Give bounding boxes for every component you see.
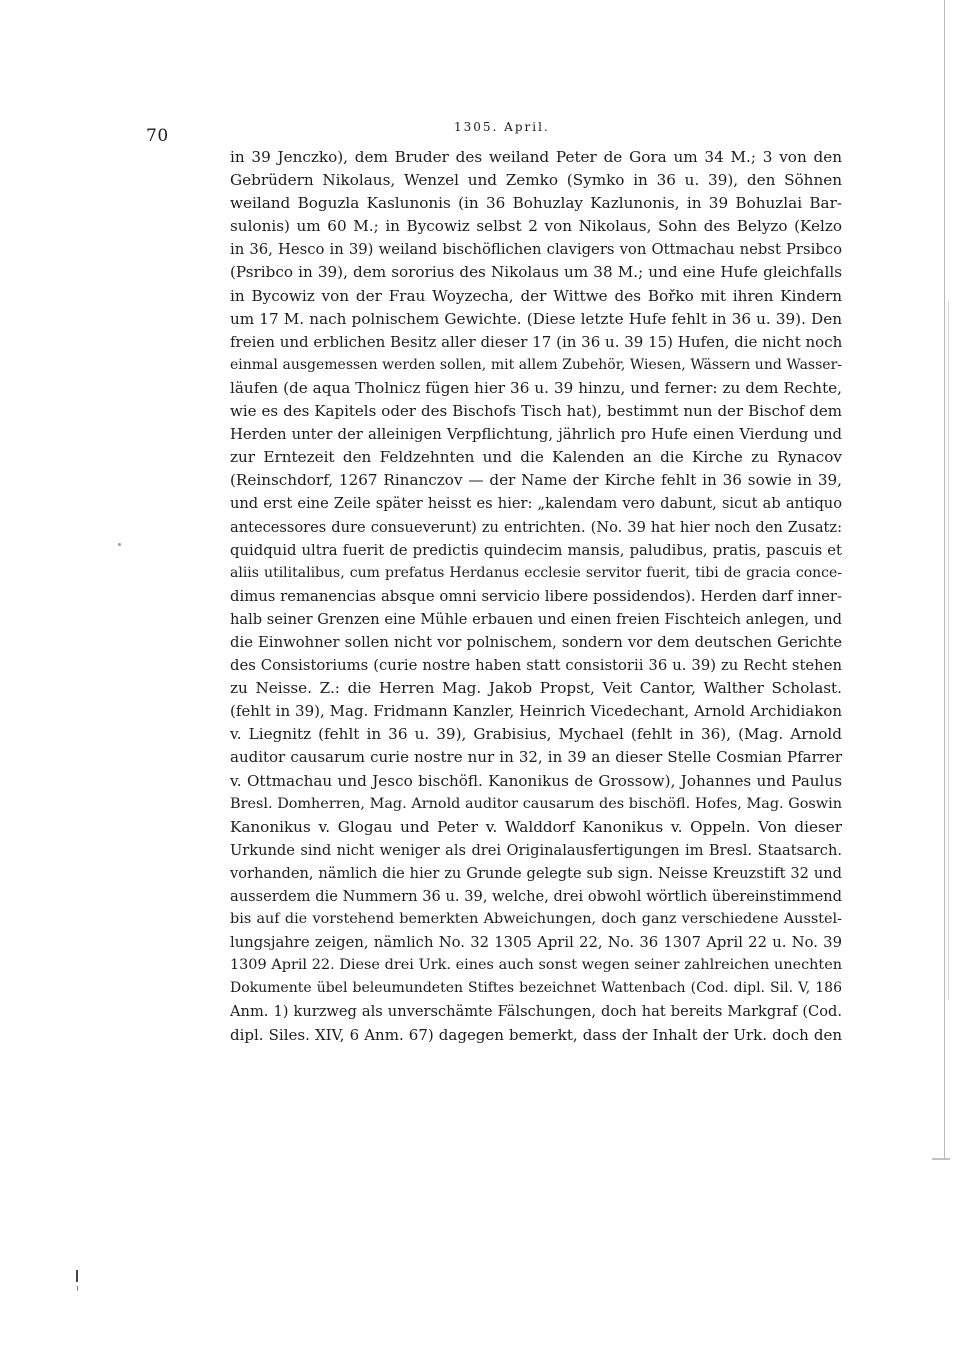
text-line: in Bycowiz von der Frau Woyzecha, der Wittwe des Bořko mit ihren Kindern [230,286,842,305]
margin-tick [76,1270,78,1282]
text-line: (fehlt in 39), Mag. Fridmann Kanzler, Heinrich Vicedechant, Arnold Archidiakon [230,702,842,721]
text-line: und erst eine Zeile später heisst es hier: „kalendam vero dabunt, sicut ab antiquo [230,495,842,513]
text-line: v. Ottmachau und Jesco bischöfl. Kanonikus de Grossow), Johannes und Paulus [230,771,842,790]
text-line: weiland Boguzla Kaslunonis (in 36 Bohuzlay Kazlunonis, in 39 Bohuzlai Bar- [230,194,842,213]
body-text [230,146,842,1047]
running-head: 1305. April. [454,120,550,134]
text-line: in 36, Hesco in 39) weiland bischöflichen clavigers von Ottmachau nebst Prsibco [230,241,842,259]
text-line: zu Neisse. Z.: die Herren Mag. Jakob Propst, Veit Cantor, Walther Scholast. [230,679,842,698]
text-line: zur Erntezeit den Feldzehnten und die Kalenden an die Kirche zu Rynacov [230,448,842,467]
margin-tick-small [77,1286,78,1291]
text-line: ausserdem die Nummern 36 u. 39, welche, drei obwohl wörtlich übereinstimmend [230,888,842,905]
text-line: (Psribco in 39), dem sororius des Nikolaus um 38 M.; und eine Hufe gleichfalls [230,263,842,282]
text-line: aliis utilitalibus, cum prefatus Herdanus ecclesie servitor fuerit, tibi de gracia conce- [230,564,842,581]
text-line: 1309 April 22. Diese drei Urk. eines auch sonst wegen seiner zahlreichen unechten [230,957,842,974]
text-line: Dokumente übel beleumundeten Stiftes bezeichnet Wattenbach (Cod. dipl. Sil. V, 186 [230,980,842,997]
text-line: bis auf die vorstehend bemerkten Abweichungen, doch ganz verschiedene Ausstel- [230,911,842,928]
text-line: die Einwohner sollen nicht vor polnischem, sondern vor dem deutschen Gerichte [230,633,842,651]
text-line: antecessores dure consueverunt) zu entrichten. (No. 39 hat hier noch den Zusatz: [230,518,842,536]
text-line: v. Liegnitz (fehlt in 36 u. 39), Grabisius, Mychael (fehlt in 36), (Mag. Arnold [230,725,842,744]
text-line: vorhanden, nämlich die hier zu Grunde gelegte sub sign. Neisse Kreuzstift 32 und [230,864,842,882]
text-line: dimus remanencias absque omni servicio libere possidendos). Herden darf inner- [230,587,842,605]
scan-edge-line-secondary [948,300,949,1000]
text-line: (Reinschdorf, 1267 Rinanczov — der Name der Kirche fehlt in 36 sowie in 39, [230,471,842,490]
margin-dot [118,543,121,546]
text-line: des Consistoriums (curie nostre haben statt consistorii 36 u. 39) zu Recht stehen [230,657,842,675]
text-line: dipl. Siles. XIV, 6 Anm. 67) dagegen bemerkt, dass der Inhalt der Urk. doch den [230,1025,842,1044]
text-line: auditor causarum curie nostre nur in 32, in 39 an dieser Stelle Cosmian Pfarrer [230,748,842,767]
text-line: lungsjahre zeigen, nämlich No. 32 1305 April 22, No. 36 1307 April 22 u. No. 39 [230,934,842,952]
text-line: Herden unter der alleinigen Verpflichtung, jährlich pro Hufe einen Vierdung und [230,426,842,444]
text-line: einmal ausgemessen werden sollen, mit allem Zubehör, Wiesen, Wässern und Wasser- [230,356,842,373]
text-line: freien und erblichen Besitz aller dieser 17 (in 36 u. 39 15) Hufen, die nicht noch [230,332,843,351]
text-line: um 17 M. nach polnischem Gewichte. (Diese letzte Hufe fehlt in 36 u. 39). Den [230,309,842,328]
text-line: Anm. 1) kurzweg als unverschämte Fälschungen, doch hat bereits Markgraf (Cod. [230,1003,842,1021]
text-line: Kanonikus v. Glogau und Peter v. Walddorf Kanonikus v. Oppeln. Von dieser [230,817,842,836]
scan-edge-line [944,0,945,1160]
text-line: läufen (de aqua Tholnicz fügen hier 36 u. 39 hinzu, und ferner: zu dem Rechte, [230,378,842,397]
page-number: 70 [146,126,169,146]
text-line: in 39 Jenczko), dem Bruder des weiland Peter de Gora um 34 M.; 3 von den [230,148,842,166]
text-line: quidquid ultra fuerit de predictis quindecim mansis, paludibus, pratis, pascuis et [230,541,842,559]
text-line: Bresl. Domherren, Mag. Arnold auditor causarum des bischöfl. Hofes, Mag. Goswin [230,795,842,812]
text-line: Gebrüdern Nikolaus, Wenzel und Zemko (Symko in 36 u. 39), den Söhnen [230,171,842,190]
text-line: sulonis) um 60 M.; in Bycowiz selbst 2 von Nikolaus, Sohn des Belyzo (Kelzo [230,217,842,236]
text-line: Urkunde sind nicht weniger als drei Originalausfertigungen im Bresl. Staatsarch. [230,841,842,859]
text-line: halb seiner Grenzen eine Mühle erbauen und einen freien Fischteich anlegen, und [230,610,842,628]
scan-edge-mark [932,1158,950,1160]
text-line: wie es des Kapitels oder des Bischofs Tisch hat), bestimmt nun der Bischof dem [230,402,842,421]
